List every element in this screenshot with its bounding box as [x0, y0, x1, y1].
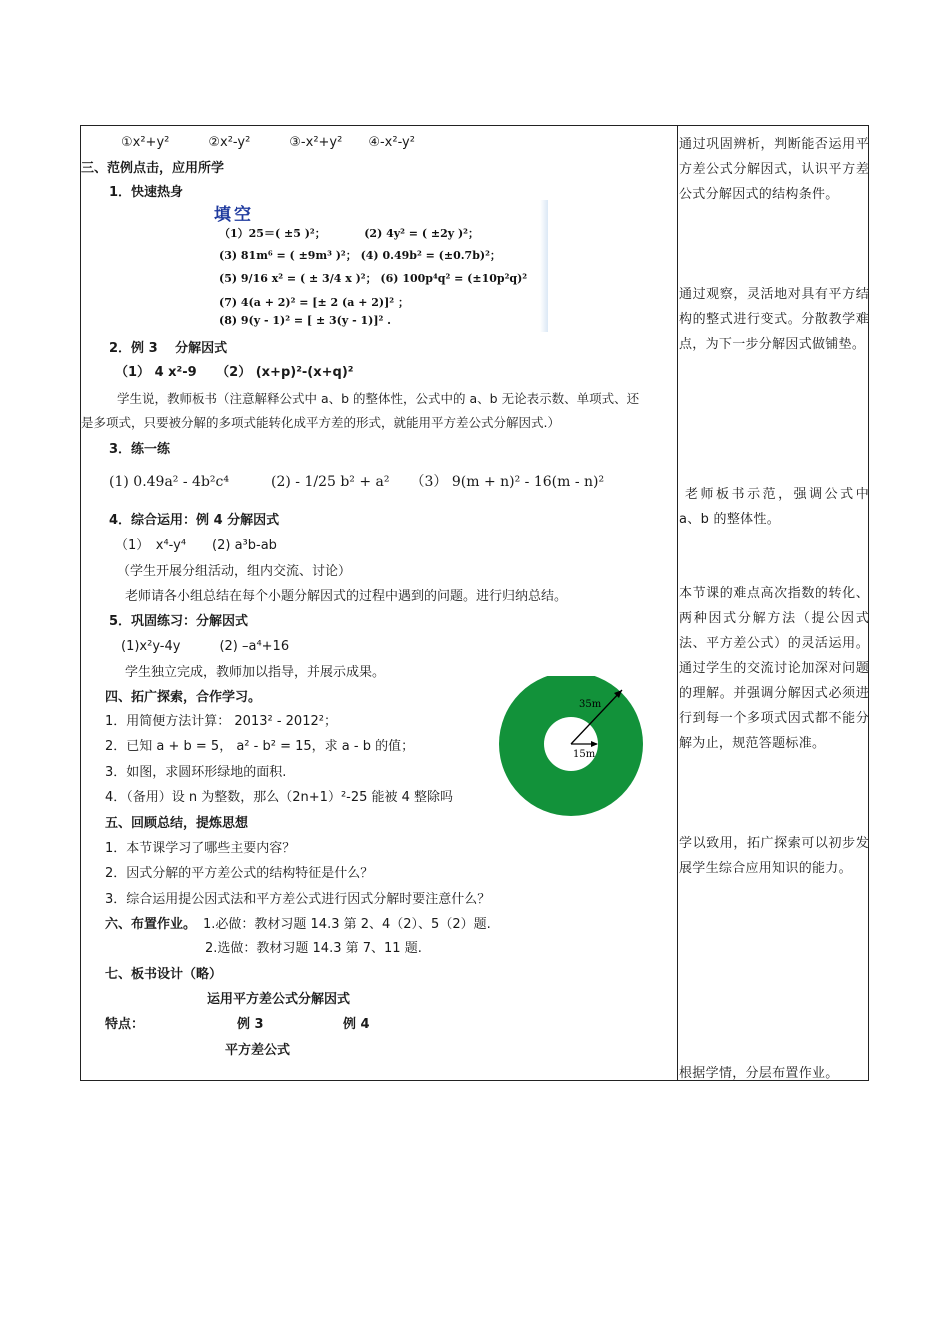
fill-title: 填空: [214, 205, 254, 225]
example-4-title: 4．综合运用：例 4 分解因式: [109, 513, 280, 528]
homework-optional: 2.选做：教材习题 14.3 第 7、11 题.: [205, 941, 422, 956]
section-5-q2: 2．因式分解的平方差公式的结构特征是什么？: [105, 866, 374, 881]
fill-in-blank-image: [213, 200, 548, 332]
outer-radius-label: 35m: [579, 699, 602, 710]
board-example-4: 例 4: [343, 1017, 370, 1032]
example-4-note-1: （学生开展分组活动，组内交流、讨论）: [117, 564, 352, 579]
section-4-q2: 2．已知 a + b = 5， a² - b² = 15，求 a - b 的值；: [105, 739, 415, 754]
fill-row-2: (3) 81m⁶ = ( ±9m³ )²； (4) 0.49b² = (±0.7b)²；: [219, 249, 501, 262]
practice-title: 3．练一练: [109, 442, 171, 457]
comment-2: 通过观察，灵活地对具有平方结构的整式进行变式。分散教学难点，为下一步分解因式做铺垫。: [679, 287, 869, 352]
board-title: 运用平方差公式分解因式: [207, 992, 351, 1007]
consolidation-items: (1)x²y-4y (2) –a⁴+16: [121, 639, 290, 654]
fill-decoration: [540, 200, 548, 332]
section-5-q3: 3．综合运用提公因式法和平方差公式进行因式分解时要注意什么？: [105, 892, 491, 907]
section-7-title: 七、板书设计（略）: [105, 967, 223, 982]
consolidation-note: 学生独立完成，教师加以指导，并展示成果。: [125, 665, 386, 680]
comment-5: 学以致用，拓广探索可以初步发展学生综合应用知识的能力。: [679, 836, 869, 876]
inner-radius-label: 15m: [573, 749, 596, 760]
comment-3: 老师板书示范，强调公式中 a、b 的整体性。: [679, 487, 869, 527]
comment-4: 本节课的难点高次指数的转化、两种因式分解方法（提公因式法、平方差公式）的灵活运用。通过学生的交流讨论加深对问题的理解。并强调分解因式必须进行到每一个多项式因式都不能分解为止，规范答题标准。: [679, 586, 869, 751]
board-example-3: 例 3: [237, 1017, 264, 1032]
section-6-title: 六、布置作业。: [105, 917, 197, 932]
board-formula: 平方差公式: [225, 1043, 291, 1058]
comment-1: 通过巩固辨析，判断能否运用平方差公式分解因式，认识平方差公式分解因式的结构条件。: [679, 137, 869, 202]
section-4-q3: 3．如图，求圆环形绿地的面积.: [105, 765, 287, 780]
comment-6: 根据学情，分层布置作业。: [679, 1066, 839, 1081]
section-5-title: 五、回顾总结，提炼思想: [105, 816, 249, 831]
homework-required: 1.必做：教材习题 14.3 第 2、4（2）、5（2）题.: [203, 917, 491, 932]
options-line: ①x²+y² ②x²-y² ③-x²+y² ④-x²-y²: [121, 135, 415, 150]
example-3-items: （1） 4 x²-9 （2） (x+p)²-(x+q)²: [115, 365, 354, 380]
section-4-title: 四、拓广探索，合作学习。: [105, 690, 262, 705]
section-5-q1: 1．本节课学习了哪些主要内容？: [105, 841, 296, 856]
fill-row-1: （1）25＝( ±5 )²； (2) 4y² = ( ±2y )²；: [219, 227, 479, 240]
section-4-q4: 4．（备用）设 n 为整数，那么（2n+1）²-25 能被 4 整除吗: [105, 790, 454, 805]
column-divider: [677, 126, 678, 1080]
section-3-title: 三、范例点击，应用所学: [81, 161, 225, 176]
section-4-q1: 1．用简便方法计算： 2013² - 2012²；: [105, 714, 337, 729]
board-feature: 特点：: [105, 1017, 145, 1032]
warmup-title: 1．快速热身: [109, 185, 184, 200]
fill-row-5: (8) 9(y - 1)² = [ ± 3(y - 1)]² .: [219, 314, 392, 327]
consolidation-title: 5．巩固练习：分解因式: [109, 614, 249, 629]
fill-row-3: (5) 9/16 x² = ( ± 3/4 x )²； (6) 100p⁴q² = (±10p²q)²: [219, 272, 528, 285]
fill-row-4: (7) 4(a + 2)² = [± 2 (a + 2)]² ；: [219, 296, 409, 309]
practice-items: (1) 0.49a² - 4b²c⁴ (2) - 1/25 b² + a² （3） 9(m + n)² - 16(m - n)²: [109, 474, 605, 490]
ring-diagram: [491, 676, 651, 826]
example-3-note-2: 是多项式，只要被分解的多项式能转化成平方差的形式，就能用平方差公式分解因式.）: [81, 415, 560, 430]
example-4-note-2: 老师请各小组总结在每个小题分解因式的过程中遇到的问题。进行归纳总结。: [125, 589, 568, 604]
example-3-note-1: 学生说，教师板书（注意解释公式中 a、b 的整体性，公式中的 a、b 无论表示数、单项式、还: [117, 391, 640, 406]
lesson-table: [80, 125, 869, 1081]
example-3-title: 2．例 3 分解因式: [109, 341, 228, 356]
example-4-items: （1） x⁴-y⁴ (2) a³b-ab: [115, 538, 277, 553]
